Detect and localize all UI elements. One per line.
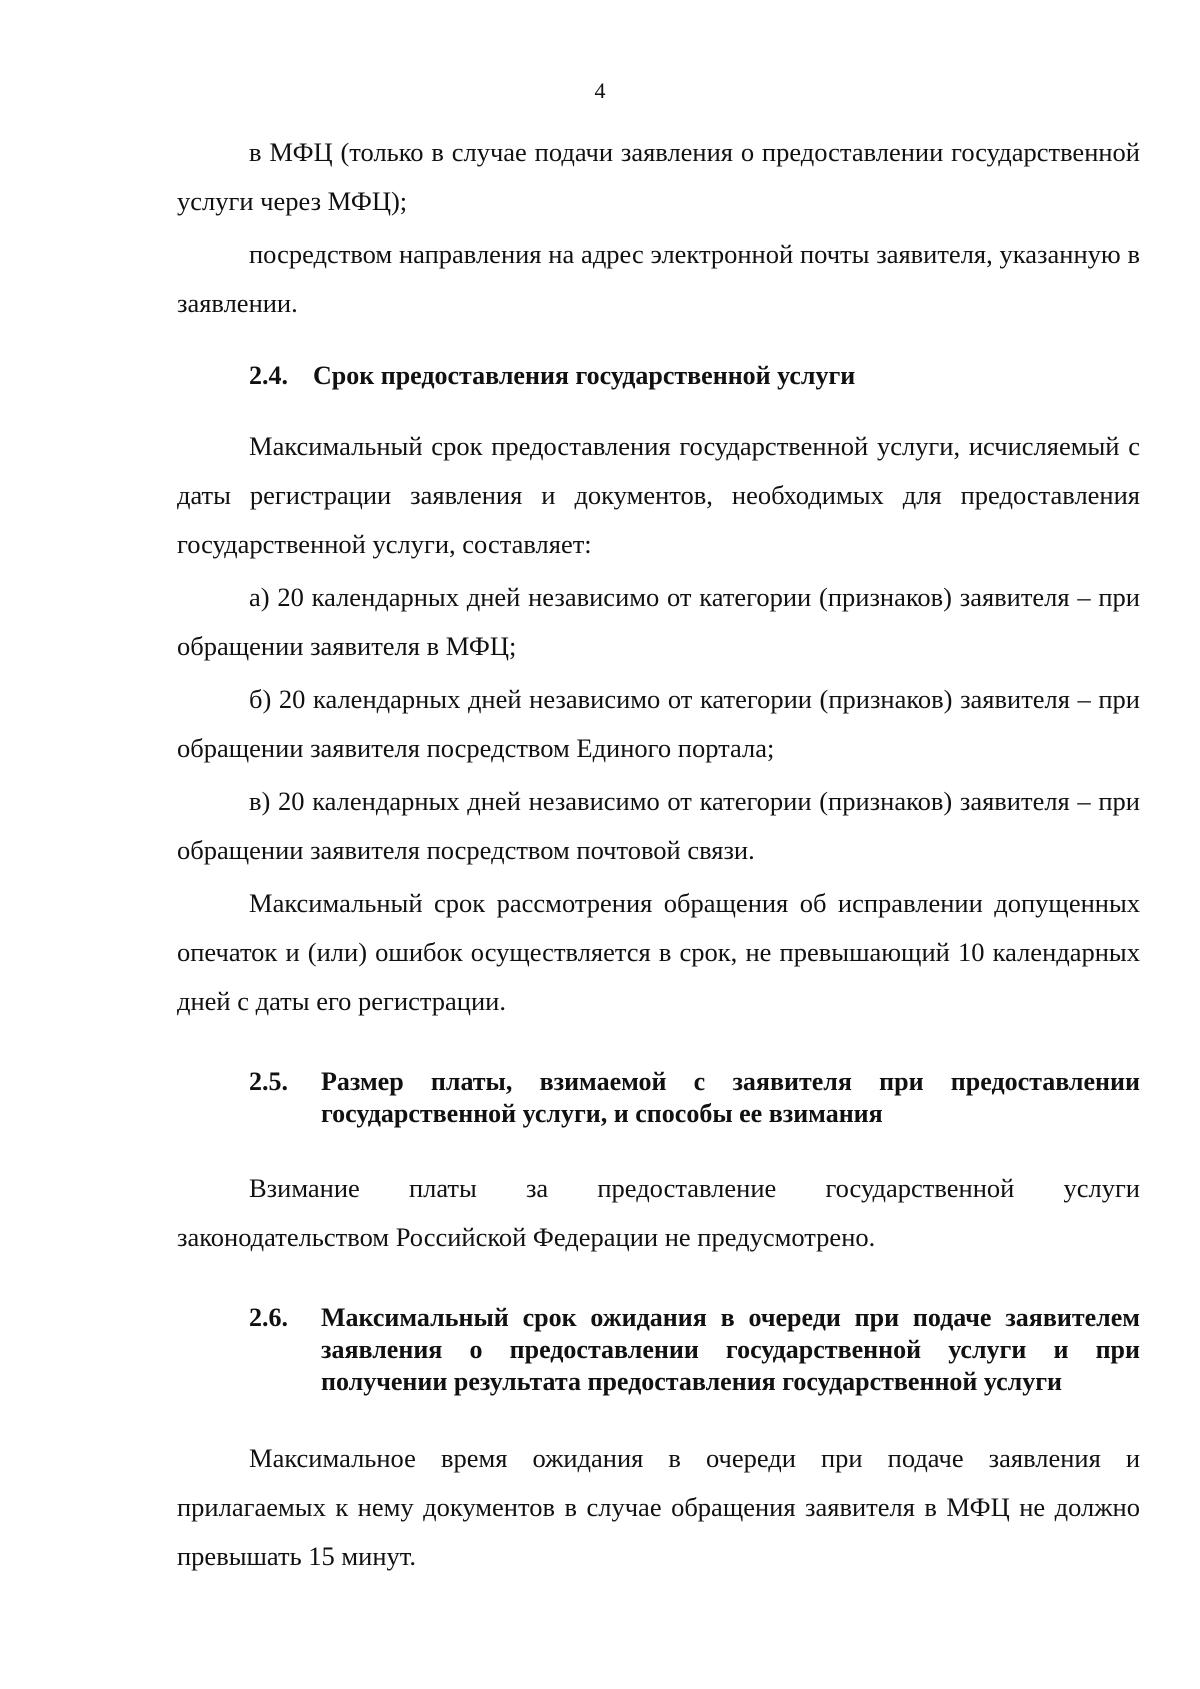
list-item: б) 20 календарных дней независимо от категории (признаков) заявителя – при обращении заявителя посредством Единого портала; (177, 684, 1140, 763)
section-number: 2.5. (249, 1067, 288, 1096)
list-item: а) 20 календарных дней независимо от категории (признаков) заявителя – при обращении заявителя в МФЦ; (177, 582, 1140, 661)
paragraph: Максимальный срок предоставления государственной услуги, исчисляемый с даты регистрации заявления и документов, необходимых для предоставления государственной услуги, составляет: (177, 431, 1140, 559)
section-heading-2-6 (249, 1302, 1140, 1398)
paragraph: в МФЦ (только в случае подачи заявления о предоставлении государственной услуги через МФЦ); (177, 137, 1140, 216)
paragraph: посредством направления на адрес электронной почты заявителя, указанную в заявлении. (177, 239, 1140, 318)
section-title: Размер платы, взимаемой с заявителя при предоставлении государственной услуги, и способы ее взимания (321, 1067, 1140, 1128)
paragraph: Максимальный срок рассмотрения обращения об исправлении допущенных опечаток и (или) ошибок осуществляется в срок, не превышающий 10 календарных дней с даты его регистрации. (177, 888, 1140, 1016)
page-number: 4 (594, 78, 606, 103)
paragraph: Взимание платы за предоставление государственной услуги законодательством Российской Федерации не предусмотрено. (177, 1173, 1140, 1252)
section-heading-2-5 (249, 1066, 1140, 1130)
document-body (177, 128, 1140, 1581)
paragraph: Максимальное время ожидания в очереди при подаче заявления и прилагаемых к нему документов в случае обращения заявителя в МФЦ не должно превышать 15 минут. (177, 1443, 1140, 1571)
list-item: в) 20 календарных дней независимо от категории (признаков) заявителя – при обращении заявителя посредством почтовой связи. (177, 786, 1140, 865)
section-number: 2.4. (249, 361, 288, 390)
section-heading-2-4 (249, 360, 1140, 392)
section-number: 2.6. (249, 1303, 288, 1332)
section-title: Срок предоставления государственной услуги (313, 361, 856, 390)
section-title: Максимальный срок ожидания в очереди при подаче заявителем заявления о предоставлении государственной услуги и при получении результата предоставления государственной услуги (321, 1303, 1140, 1396)
